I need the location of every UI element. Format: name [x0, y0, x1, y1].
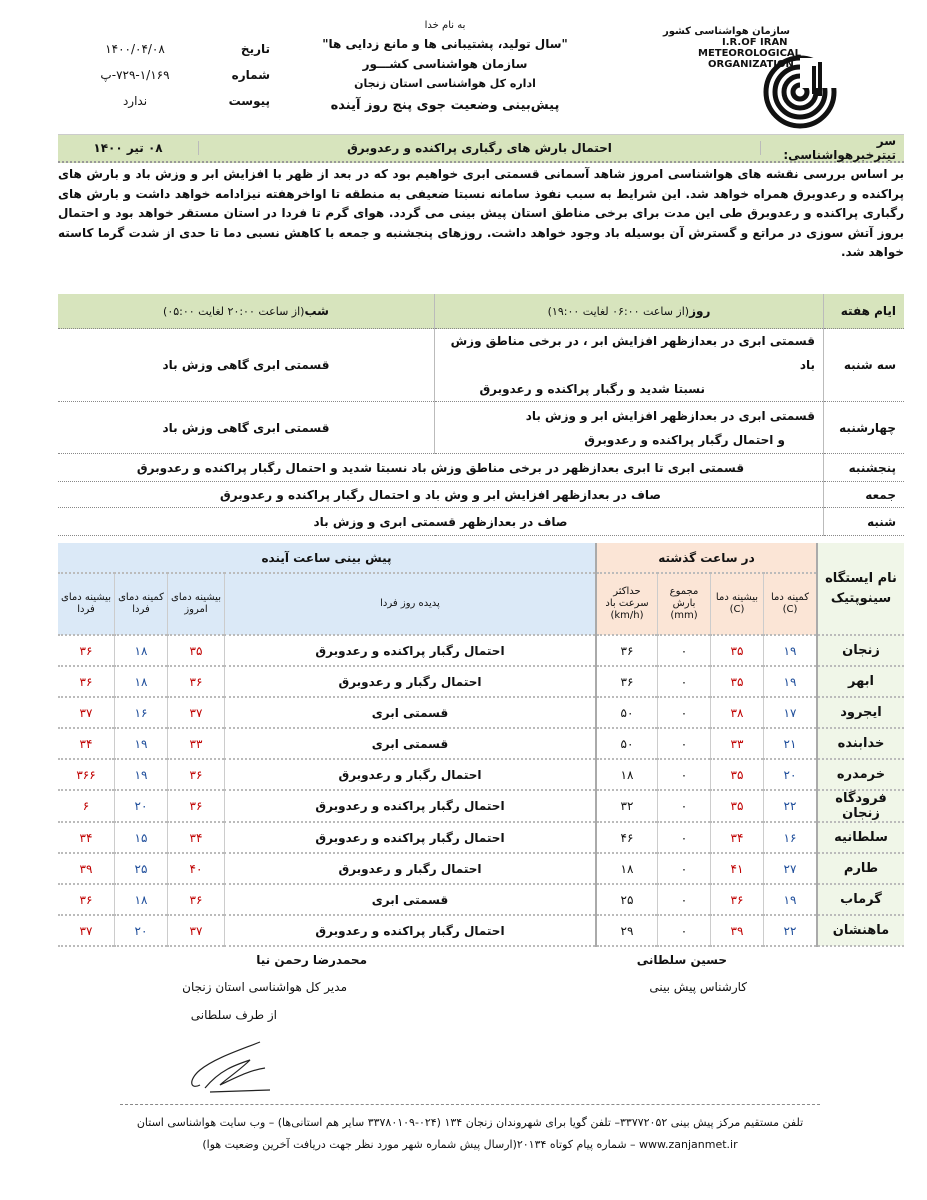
max-today: ۳۶	[168, 759, 225, 790]
max-temp: ۳۵	[711, 759, 764, 790]
col-wind: حداکثر سرعت باد (km/h)	[596, 573, 658, 635]
min-temp: ۲۱	[764, 728, 818, 759]
max-temp: ۳۵	[711, 790, 764, 822]
min-tomorrow: ۲۰	[115, 790, 168, 822]
night-period-range: (از ساعت ۲۰:۰۰ لغایت ۰۵:۰۰)	[163, 305, 305, 318]
footer-divider	[120, 1104, 820, 1105]
min-tomorrow: ۱۹	[115, 728, 168, 759]
weekday: سه شنبه	[824, 329, 905, 402]
max-temp: ۳۹	[711, 915, 764, 946]
weekly-forecast-table	[58, 294, 904, 536]
max-today: ۳۳	[168, 728, 225, 759]
rain: ۰	[658, 853, 711, 884]
attachment-label: پیوست	[228, 94, 270, 108]
max-today: ۳۶	[168, 884, 225, 915]
letter-header	[310, 20, 580, 113]
station-name: فرودگاه زنجان	[817, 790, 904, 822]
station-row	[58, 884, 904, 915]
past-hours-header: در ساعت گذشته	[596, 543, 817, 573]
future-hours-header: پیش بینی ساعت آینده	[58, 543, 596, 573]
station-table	[58, 543, 904, 947]
logo-en-2: METEOROLOGICAL	[698, 48, 802, 59]
min-temp: ۱۶	[764, 822, 818, 853]
weekday: چهارشنبه	[824, 402, 905, 454]
station-rows	[58, 635, 904, 946]
day-forecast-line-2: و احتمال رگبار پراکنده و رعدوبرق	[584, 432, 785, 447]
max-tomorrow: ۳۶۶	[58, 759, 115, 790]
max-today: ۳۴	[168, 822, 225, 853]
max-tomorrow: ۳۶	[58, 884, 115, 915]
wind-speed: ۳۶	[596, 635, 658, 666]
station-row	[58, 666, 904, 697]
headline-text: احتمال بارش های رگباری پراکنده و رعدوبرق	[198, 141, 761, 155]
min-temp: ۲۲	[764, 790, 818, 822]
max-tomorrow: ۳۴	[58, 728, 115, 759]
weekday-header: ایام هفته	[824, 294, 905, 329]
max-temp: ۳۵	[711, 666, 764, 697]
wind-speed: ۲۵	[596, 884, 658, 915]
day-forecast-line-1: قسمتی ابری در بعدازظهر افزایش ابر ، در برخی مناطق وزش باد	[450, 334, 815, 372]
col-max-temp: بیشینه دما (C)	[711, 573, 764, 635]
date-label: تاریخ	[240, 42, 270, 56]
rain: ۰	[658, 635, 711, 666]
col-max-tomorrow: بیشینه دمای فردا	[58, 573, 115, 635]
station-name-header: نام ایستگاه سینوپتیک	[817, 543, 904, 635]
number-value: ۷۲۹-۱/۱۶۹-پ	[100, 68, 170, 82]
max-today: ۳۶	[168, 790, 225, 822]
footer-line-1: تلفن مستقیم مرکز پیش بینی ۳۳۷۷۲۰۵۲– تلفن گویا برای شهروندان زنجان ۱۳۴ (۰۲۴-۳۳۷۸۰۱۰۹ سایر هم استانی‌ها) – وب سایت هواشناسی استان	[136, 1116, 804, 1129]
day-period-header	[435, 294, 824, 329]
rain: ۰	[658, 790, 711, 822]
weekly-row	[58, 329, 904, 402]
rain: ۰	[658, 884, 711, 915]
rain: ۰	[658, 666, 711, 697]
col-max-today: بیشینه دمای امروز	[168, 573, 225, 635]
min-temp: ۲۰	[764, 759, 818, 790]
max-tomorrow: ۶	[58, 790, 115, 822]
col-phenomenon: پدیده روز فردا	[225, 573, 597, 635]
day-forecast	[435, 329, 824, 402]
station-row	[58, 822, 904, 853]
slogan: "سال تولید، پشتیبانی ها و مانع زدایی ها"	[322, 37, 568, 51]
max-tomorrow: ۳۷	[58, 915, 115, 946]
rain: ۰	[658, 759, 711, 790]
forecast-summary: بر اساس بررسی نقشه های هواشناسی امروز شاهد آسمانی قسمتی ابری خواهیم بود که در بعد از ظهر با افزایش ابر و وزش باد و بارش های پراکنده و رعدوبرق همراه خواهد شد. این شرایط به سبب نفوذ سامانه نسبتا ضعیفی به منطقه تا اواخرهفته نیزادامه خواهد داشت و بارش های رگباری پراکنده و رعدوبرق طی این مدت برای برخی مناطق استان پیش بینی می گردد. هوای گرم تا فردا در استان مستقر خواهد بود و احتمال بروز آتش سوزی در مراتع و گسترش آن بوسیله باد وجود خواهد داشت. روزهای پنجشنبه و جمعه با کاهش نسبی دما تا حدی از شدت گرما کاسته خواهد شد.	[58, 167, 904, 259]
logo-fa: سازمان هواشناسی کشور	[662, 26, 790, 37]
rain: ۰	[658, 822, 711, 853]
phenomenon: قسمتی ابری	[225, 697, 597, 728]
night-forecast: قسمتی ابری گاهی وزش باد	[58, 329, 435, 402]
phenomenon: قسمتی ابری	[225, 728, 597, 759]
weekly-row	[58, 402, 904, 454]
wind-speed: ۲۹	[596, 915, 658, 946]
rain: ۰	[658, 697, 711, 728]
weekday: شنبه	[824, 508, 905, 536]
max-tomorrow: ۳۶	[58, 635, 115, 666]
max-today: ۳۵	[168, 635, 225, 666]
min-tomorrow: ۲۰	[115, 915, 168, 946]
basmala: به نام خدا	[424, 20, 466, 31]
station-name: ماهنشان	[817, 915, 904, 946]
station-name: طارم	[817, 853, 904, 884]
rain: ۰	[658, 728, 711, 759]
phenomenon: احتمال رگبار پراکنده و رعدوبرق	[225, 915, 597, 946]
night-period-header	[58, 294, 435, 329]
min-tomorrow: ۱۸	[115, 884, 168, 915]
min-tomorrow: ۲۵	[115, 853, 168, 884]
wind-speed: ۱۸	[596, 853, 658, 884]
rain: ۰	[658, 915, 711, 946]
station-name: زنجان	[817, 635, 904, 666]
max-today: ۳۷	[168, 697, 225, 728]
phenomenon: قسمتی ابری	[225, 884, 597, 915]
weekly-row	[58, 482, 904, 508]
wind-speed: ۱۸	[596, 759, 658, 790]
station-name: ابهر	[817, 666, 904, 697]
headline-label: سر تیترخبرهواشناسی:	[783, 134, 896, 162]
logo-text	[660, 26, 830, 70]
day-forecast-line-1: قسمتی ابری در بعدازظهر افزایش ابر و وزش باد	[525, 408, 815, 423]
max-today: ۴۰	[168, 853, 225, 884]
max-temp: ۳۸	[711, 697, 764, 728]
wind-speed: ۵۰	[596, 728, 658, 759]
station-row	[58, 915, 904, 946]
min-tomorrow: ۱۹	[115, 759, 168, 790]
day-forecast	[435, 402, 824, 454]
handwritten-signature	[180, 1030, 290, 1104]
document-title: پیش‌بینی وضعیت جوی پنج روز آینده	[330, 98, 560, 113]
organization-name: سازمان هواشناسی کشـــور	[362, 57, 528, 71]
max-today: ۳۷	[168, 915, 225, 946]
director-note: از طرف سلطانی	[190, 1008, 277, 1022]
headline-date: ۰۸ تیر ۱۴۰۰	[93, 141, 163, 155]
max-temp: ۳۵	[711, 635, 764, 666]
station-name: گرماب	[817, 884, 904, 915]
station-name: سلطانیه	[817, 822, 904, 853]
min-temp: ۱۹	[764, 666, 818, 697]
merged-forecast: قسمتی ابری تا ابری بعدازظهر در برخی مناطق وزش باد نسبتا شدید و احتمال رگبار پراکنده و رعدوبرق	[58, 454, 824, 482]
night-period-label: شب	[304, 304, 329, 318]
min-tomorrow: ۱۸	[115, 635, 168, 666]
day-period-range: (از ساعت ۰۶:۰۰ لغایت ۱۹:۰۰)	[547, 305, 690, 318]
phenomenon: احتمال رگبار و رعدوبرق	[225, 759, 597, 790]
phenomenon: احتمال رگبار پراکنده و رعدوبرق	[225, 635, 597, 666]
date-value: ۱۴۰۰/۰۴/۰۸	[105, 42, 165, 56]
max-temp: ۳۶	[711, 884, 764, 915]
logo-en-3: ORGANIZATION	[708, 59, 794, 70]
min-temp: ۲۲	[764, 915, 818, 946]
weekly-header-row	[58, 294, 904, 329]
weekly-row	[58, 508, 904, 536]
max-tomorrow: ۳۹	[58, 853, 115, 884]
min-temp: ۱۷	[764, 697, 818, 728]
director-name: محمدرضا رحمن نیا	[256, 953, 367, 967]
min-temp: ۲۷	[764, 853, 818, 884]
max-tomorrow: ۳۷	[58, 697, 115, 728]
phenomenon: احتمال رگبار پراکنده و رعدوبرق	[225, 790, 597, 822]
phenomenon: احتمال رگبار پراکنده و رعدوبرق	[225, 822, 597, 853]
wind-speed: ۳۲	[596, 790, 658, 822]
director-title: مدیر کل هواشناسی استان زنجان	[182, 980, 347, 994]
letter-meta	[70, 36, 270, 114]
station-name: خرمدره	[817, 759, 904, 790]
max-temp: ۴۱	[711, 853, 764, 884]
weekday: جمعه	[824, 482, 905, 508]
col-rain: مجموع بارش (mm)	[658, 573, 711, 635]
col-min-temp: کمینه دما (C)	[764, 573, 818, 635]
day-period-label: روز	[689, 304, 711, 318]
station-row	[58, 853, 904, 884]
weekly-row	[58, 454, 904, 482]
night-forecast: قسمتی ابری گاهی وزش باد	[58, 402, 435, 454]
merged-forecast: صاف در بعدازظهر قسمتی ابری و وزش باد	[58, 508, 824, 536]
phenomenon: احتمال رگبار و رعدوبرق	[225, 853, 597, 884]
wind-speed: ۵۰	[596, 697, 658, 728]
max-tomorrow: ۳۴	[58, 822, 115, 853]
max-temp: ۳۳	[711, 728, 764, 759]
number-label: شماره	[231, 68, 270, 82]
station-row	[58, 635, 904, 666]
department-name: اداره کل هواشناسی استان زنجان	[354, 77, 536, 90]
min-temp: ۱۹	[764, 635, 818, 666]
min-tomorrow: ۱۵	[115, 822, 168, 853]
station-row	[58, 790, 904, 822]
station-row	[58, 697, 904, 728]
weekday: پنجشنبه	[824, 454, 905, 482]
footer-line-2: www.zanjanmet.ir – شماره پیام کوتاه ۲۰۱۳۴(ارسال پیش شماره شهر مورد نظر جهت دریافت آخرین وضعیت هوا)	[202, 1138, 738, 1151]
min-tomorrow: ۱۸	[115, 666, 168, 697]
station-row	[58, 728, 904, 759]
min-tomorrow: ۱۶	[115, 697, 168, 728]
wind-speed: ۳۶	[596, 666, 658, 697]
forecaster-name: حسین سلطانی	[636, 953, 727, 967]
attachment-value: ندارد	[122, 94, 148, 108]
station-row	[58, 759, 904, 790]
min-temp: ۱۹	[764, 884, 818, 915]
forecaster-title: کارشناس پیش بینی	[649, 980, 747, 994]
headline-bar	[58, 134, 904, 163]
phenomenon: احتمال رگبار و رعدوبرق	[225, 666, 597, 697]
col-min-tomorrow: کمینه دمای فردا	[115, 573, 168, 635]
station-name: خدابنده	[817, 728, 904, 759]
station-name: ایجرود	[817, 697, 904, 728]
max-today: ۳۶	[168, 666, 225, 697]
logo-en-1: I.R.OF IRAN	[722, 37, 788, 48]
wind-speed: ۴۶	[596, 822, 658, 853]
max-tomorrow: ۳۶	[58, 666, 115, 697]
merged-forecast: صاف در بعدازظهر افزایش ابر و وش باد و احتمال رگبار پراکنده و رعدوبرق	[58, 482, 824, 508]
footer	[110, 1112, 830, 1156]
day-forecast-line-2: نسبتا شدید و رگبار پراکنده و رعدوبرق	[479, 382, 705, 396]
max-temp: ۳۴	[711, 822, 764, 853]
